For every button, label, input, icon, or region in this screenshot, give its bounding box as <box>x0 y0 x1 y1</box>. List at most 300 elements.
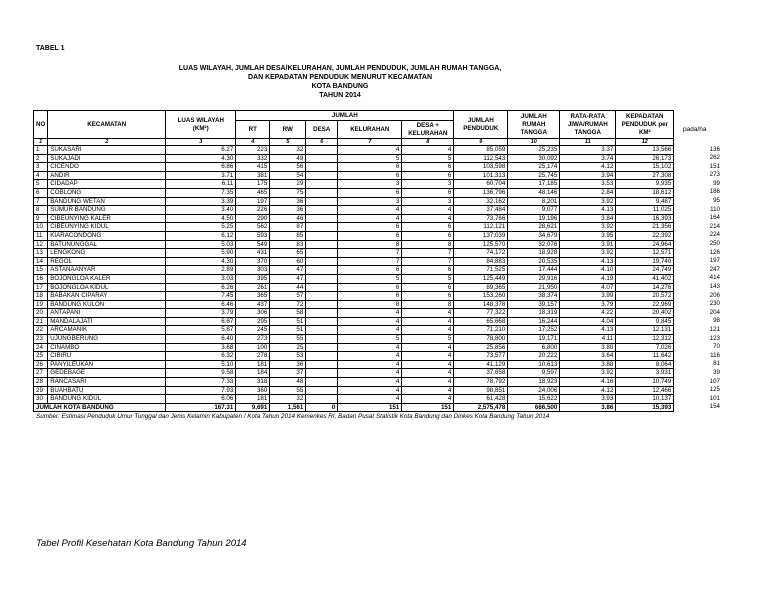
cell-kep: 27,308 <box>616 171 674 180</box>
cell-kel: 3 <box>338 180 402 189</box>
density-ha-total: 154 <box>709 403 720 411</box>
density-ha-value: 136 <box>709 145 720 153</box>
cell-rata: 4.16 <box>560 378 616 387</box>
cell-no: 15 <box>34 266 48 275</box>
density-ha-value: 125 <box>709 386 720 394</box>
density-ha-value: 126 <box>709 248 720 256</box>
cell-pend: 78,792 <box>454 378 508 387</box>
cell-kel: 5 <box>338 335 402 344</box>
cell-desa <box>306 386 338 395</box>
cell-name: BANDUNG KIDUL <box>48 395 166 404</box>
cell-rt: 593 <box>236 231 270 240</box>
cell-kep: 10,749 <box>616 378 674 387</box>
cell-rt2: 25,235 <box>508 146 560 155</box>
cell-rata: 3.37 <box>560 146 616 155</box>
cell-rw: 55 <box>270 386 306 395</box>
cell-rw: 85 <box>270 231 306 240</box>
cell-rata: 4.12 <box>560 386 616 395</box>
cell-rw: 57 <box>270 292 306 301</box>
cell-name: PANYILEUKAN <box>48 360 166 369</box>
cell-rt: 562 <box>236 223 270 232</box>
cell-pend: 41,129 <box>454 360 508 369</box>
table-row <box>34 369 674 378</box>
cell-rt2: 18,928 <box>508 249 560 258</box>
cell-rata: 3.92 <box>560 369 616 378</box>
table-row <box>34 257 674 266</box>
cell-luas: 7.33 <box>166 378 236 387</box>
cell-no: 25 <box>34 352 48 361</box>
cell-name: CINAMBO <box>48 343 166 352</box>
cell-rw: 44 <box>270 283 306 292</box>
header-rata-rata: RATA-RATA JIWA/RUMAH TANGGA <box>560 111 616 139</box>
cell-rt2: 19,171 <box>508 335 560 344</box>
cell-dk: 4 <box>402 395 454 404</box>
cell-kel: 3 <box>338 197 402 206</box>
cell-rt2: 15,622 <box>508 395 560 404</box>
density-ha-value: 151 <box>709 162 720 170</box>
density-ha-value: 214 <box>709 222 720 230</box>
density-ha-value: 250 <box>709 240 720 248</box>
index-cell: 11 <box>560 139 616 146</box>
cell-dk: 4 <box>402 326 454 335</box>
table-row <box>34 326 674 335</box>
cell-luas: 5.90 <box>166 249 236 258</box>
cell-luas: 6.12 <box>166 231 236 240</box>
cell-kep: 18,612 <box>616 188 674 197</box>
cell-name: ARCAMANIK <box>48 326 166 335</box>
density-ha-value: 414 <box>709 274 720 282</box>
cell-rt: 181 <box>236 395 270 404</box>
cell-dk: 4 <box>402 378 454 387</box>
table-row <box>34 317 674 326</box>
cell-no: 10 <box>34 223 48 232</box>
cell-rt2: 20,535 <box>508 257 560 266</box>
cell-kel: 4 <box>338 343 402 352</box>
cell-name: BUAHBATU <box>48 386 166 395</box>
cell-rw: 25 <box>270 343 306 352</box>
cell-pend: 136,796 <box>454 188 508 197</box>
cell-no: 5 <box>34 180 48 189</box>
cell-rata: 4.13 <box>560 326 616 335</box>
cell-kel: 4 <box>338 214 402 223</box>
cell-no: 8 <box>34 206 48 215</box>
cell-rw: 60 <box>270 257 306 266</box>
table-row <box>34 309 674 318</box>
cell-desa <box>306 309 338 318</box>
cell-kep: 24,964 <box>616 240 674 249</box>
cell-rw: 72 <box>270 300 306 309</box>
cell-luas: 3.68 <box>166 343 236 352</box>
cell-rata: 2.84 <box>560 188 616 197</box>
table-row <box>34 283 674 292</box>
cell-rt2: 21,950 <box>508 283 560 292</box>
cell-pend: 32,162 <box>454 197 508 206</box>
density-per-ha-column <box>680 146 720 412</box>
cell-luas: 7.45 <box>166 292 236 301</box>
table-row <box>34 378 674 387</box>
cell-rata: 3.95 <box>560 231 616 240</box>
cell-rata: 3.94 <box>560 171 616 180</box>
cell-no: 14 <box>34 257 48 266</box>
cell-luas: 6.26 <box>166 283 236 292</box>
cell-luas: 6.86 <box>166 163 236 172</box>
cell-name: COBLONG <box>48 188 166 197</box>
index-cell: 4 <box>236 139 270 146</box>
cell-no: 21 <box>34 317 48 326</box>
cell-luas: 6.06 <box>166 395 236 404</box>
index-cell: 10 <box>508 139 560 146</box>
cell-rw: 51 <box>270 326 306 335</box>
cell-rata: 3.92 <box>560 223 616 232</box>
header-kelurahan: KELURAHAN <box>338 121 402 139</box>
cell-name: MANDALAJATI <box>48 317 166 326</box>
cell-luas: 4.30 <box>166 154 236 163</box>
cell-desa <box>306 283 338 292</box>
cell-rt: 303 <box>236 266 270 275</box>
cell-name: BOJONGLOA KIDUL <box>48 283 166 292</box>
cell-dk: 7 <box>402 249 454 258</box>
cell-luas: 7.35 <box>166 188 236 197</box>
cell-dk: 8 <box>402 240 454 249</box>
cell-kel: 4 <box>338 369 402 378</box>
cell-rw: 55 <box>270 335 306 344</box>
cell-desa <box>306 378 338 387</box>
density-ha-value: 164 <box>709 214 720 222</box>
cell-desa <box>306 369 338 378</box>
header-rw: RW <box>270 121 306 139</box>
cell-rw: 58 <box>270 309 306 318</box>
title-line-3: KOTA BANDUNG <box>311 83 369 90</box>
cell-desa <box>306 335 338 344</box>
table-row <box>34 146 674 155</box>
cell-desa <box>306 146 338 155</box>
cell-name: KIARACONDONG <box>48 231 166 240</box>
cell-no: 2 <box>34 154 48 163</box>
density-ha-value: 116 <box>710 351 720 359</box>
cell-name: CIBEUNYING KALER <box>48 214 166 223</box>
cell-rt2: 32,076 <box>508 240 560 249</box>
cell-dk: 3 <box>402 197 454 206</box>
cell-rt2: 34,679 <box>508 231 560 240</box>
cell-kel: 4 <box>338 206 402 215</box>
total-label: JUMLAH KOTA BANDUNG <box>34 403 166 412</box>
cell-desa <box>306 352 338 361</box>
cell-dk: 3 <box>402 180 454 189</box>
density-ha-value: 110 <box>710 205 720 213</box>
cell-pend: 25,856 <box>454 343 508 352</box>
cell-rata: 3.88 <box>560 360 616 369</box>
cell-desa <box>306 292 338 301</box>
cell-luas: 5.10 <box>166 360 236 369</box>
density-ha-value: 197 <box>709 257 720 265</box>
cell-luas: 3.40 <box>166 206 236 215</box>
cell-rata: 3.92 <box>560 249 616 258</box>
cell-desa <box>306 360 338 369</box>
cell-rw: 53 <box>270 352 306 361</box>
table-heading <box>150 64 530 100</box>
cell-no: 13 <box>34 249 48 258</box>
total-dk: 151 <box>402 403 454 412</box>
cell-rt: 100 <box>236 343 270 352</box>
table-row <box>34 360 674 369</box>
cell-luas: 6.46 <box>166 300 236 309</box>
density-ha-value: 224 <box>709 231 720 239</box>
index-cell: 8 <box>402 139 454 146</box>
header-luas: LUAS WILAYAH (KM²) <box>166 111 236 139</box>
density-ha-value: 186 <box>709 188 720 196</box>
table-row <box>34 180 674 189</box>
cell-rata: 4.10 <box>560 266 616 275</box>
cell-pend: 153,260 <box>454 292 508 301</box>
cell-rt2: 16,244 <box>508 317 560 326</box>
cell-rt: 365 <box>236 292 270 301</box>
cell-rt2: 19,196 <box>508 214 560 223</box>
cell-name: RANCASARI <box>48 378 166 387</box>
cell-dk: 7 <box>402 257 454 266</box>
cell-no: 11 <box>34 231 48 240</box>
cell-kep: 12,312 <box>616 335 674 344</box>
cell-no: 19 <box>34 300 48 309</box>
cell-kel: 5 <box>338 274 402 283</box>
density-ha-value: 262 <box>709 154 720 162</box>
cell-kel: 4 <box>338 326 402 335</box>
table-row <box>34 335 674 344</box>
cell-no: 16 <box>34 274 48 283</box>
cell-desa <box>306 395 338 404</box>
cell-rt: 465 <box>236 188 270 197</box>
cell-pend: 73,766 <box>454 214 508 223</box>
cell-luas: 6.67 <box>166 317 236 326</box>
cell-rata: 4.19 <box>560 274 616 283</box>
cell-desa <box>306 257 338 266</box>
density-ha-value: 204 <box>709 308 720 316</box>
cell-rata: 3.80 <box>560 343 616 352</box>
cell-rt: 395 <box>236 274 270 283</box>
cell-dk: 4 <box>402 352 454 361</box>
cell-rata: 3.92 <box>560 197 616 206</box>
header-jumlah: JUMLAH <box>236 111 454 121</box>
cell-luas: 4.50 <box>166 214 236 223</box>
cell-desa <box>306 214 338 223</box>
cell-desa <box>306 317 338 326</box>
cell-desa <box>306 180 338 189</box>
cell-pend: 71,210 <box>454 326 508 335</box>
cell-kep: 20,402 <box>616 309 674 318</box>
cell-desa <box>306 188 338 197</box>
cell-rw: 51 <box>270 317 306 326</box>
density-ha-value: 101 <box>709 394 720 402</box>
cell-rt: 290 <box>236 214 270 223</box>
cell-rt2: 17,185 <box>508 180 560 189</box>
cell-rw: 29 <box>270 180 306 189</box>
title-line-1: LUAS WILAYAH, JUMLAH DESA/KELURAHAN, JUMLAH PENDUDUK, JUMLAH RUMAH TANGGA, <box>178 65 502 72</box>
cell-pend: 85,059 <box>454 146 508 155</box>
cell-rw: 49 <box>270 154 306 163</box>
total-rt: 9,691 <box>236 403 270 412</box>
cell-rt: 370 <box>236 257 270 266</box>
total-rt2: 666,500 <box>508 403 560 412</box>
cell-dk: 4 <box>402 146 454 155</box>
density-ha-value: 206 <box>709 291 720 299</box>
cell-desa <box>306 274 338 283</box>
cell-rt: 549 <box>236 240 270 249</box>
cell-name: BOJONGLOA KALER <box>48 274 166 283</box>
data-table <box>33 110 674 412</box>
cell-rt2: 17,444 <box>508 266 560 275</box>
cell-dk: 6 <box>402 231 454 240</box>
cell-rt: 278 <box>236 352 270 361</box>
cell-name: REGOL <box>48 257 166 266</box>
header-desa-kelurahan: DESA + KELURAHAN <box>402 121 454 139</box>
cell-luas: 6.27 <box>166 146 236 155</box>
cell-kep: 9,935 <box>616 180 674 189</box>
table-row <box>34 171 674 180</box>
cell-rata: 4.22 <box>560 309 616 318</box>
cell-kel: 4 <box>338 317 402 326</box>
title-line-4: TAHUN 2014 <box>319 92 361 99</box>
cell-name: CIDADAP <box>48 180 166 189</box>
cell-pend: 89,365 <box>454 283 508 292</box>
cell-rt: 415 <box>236 163 270 172</box>
cell-name: LENGKONG <box>48 249 166 258</box>
cell-rt2: 9,597 <box>508 369 560 378</box>
cell-desa <box>306 240 338 249</box>
table-row <box>34 274 674 283</box>
cell-no: 12 <box>34 240 48 249</box>
cell-kel: 4 <box>338 352 402 361</box>
table-row <box>34 163 674 172</box>
header-rt: RT <box>236 121 270 139</box>
density-ha-value: 230 <box>709 300 720 308</box>
cell-no: 1 <box>34 146 48 155</box>
cell-rw: 65 <box>270 249 306 258</box>
cell-rt2: 48,146 <box>508 188 560 197</box>
cell-desa <box>306 300 338 309</box>
cell-kel: 4 <box>338 395 402 404</box>
cell-pend: 137,039 <box>454 231 508 240</box>
cell-dk: 8 <box>402 300 454 309</box>
cell-kel: 4 <box>338 378 402 387</box>
cell-desa <box>306 197 338 206</box>
cell-rata: 3.53 <box>560 180 616 189</box>
cell-kep: 41,402 <box>616 274 674 283</box>
cell-no: 23 <box>34 335 48 344</box>
pada-ha-label: pada/ha <box>683 126 707 133</box>
index-cell: 5 <box>270 139 306 146</box>
cell-name: BANDUNG KULON <box>48 300 166 309</box>
density-ha-value: 70 <box>713 343 720 351</box>
header-kecamatan: KECAMATAN <box>48 111 166 139</box>
cell-rata: 4.11 <box>560 335 616 344</box>
table-row <box>34 188 674 197</box>
cell-pend: 73,577 <box>454 352 508 361</box>
cell-rw: 87 <box>270 223 306 232</box>
cell-luas: 6.32 <box>166 352 236 361</box>
footer-caption: Tabel Profil Kesehatan Kota Bandung Tahun 2014 <box>36 538 247 549</box>
cell-rt2: 10,613 <box>508 360 560 369</box>
cell-no: 17 <box>34 283 48 292</box>
cell-name: CICENDO <box>48 163 166 172</box>
density-ha-value: 143 <box>709 283 720 290</box>
cell-kep: 19,740 <box>616 257 674 266</box>
cell-pend: 74,172 <box>454 249 508 258</box>
cell-no: 3 <box>34 163 48 172</box>
cell-pend: 71,525 <box>454 266 508 275</box>
cell-luas: 3.79 <box>166 309 236 318</box>
cell-rw: 32 <box>270 146 306 155</box>
cell-luas: 2.89 <box>166 266 236 275</box>
cell-pend: 60,704 <box>454 180 508 189</box>
cell-rt2: 6,800 <box>508 343 560 352</box>
cell-luas: 3.39 <box>166 197 236 206</box>
cell-kel: 7 <box>338 257 402 266</box>
density-ha-value: 81 <box>713 360 720 368</box>
cell-dk: 4 <box>402 214 454 223</box>
cell-dk: 6 <box>402 188 454 197</box>
source-note: Sumber: Estimasi Penduduk Umur Tunggal dan Jenis Kelamin Kabupaten / Kota Tahun 2014 Kemenkes RI, Badan Pusat Statistik Kota Bandung dan Dinkes Kota Bandung Tahun 2014 <box>36 413 550 421</box>
cell-dk: 6 <box>402 163 454 172</box>
cell-rt2: 25,745 <box>508 171 560 180</box>
cell-rt2: 20,222 <box>508 352 560 361</box>
table-label: TABEL 1 <box>36 45 65 52</box>
cell-kep: 8,064 <box>616 360 674 369</box>
cell-no: 27 <box>34 369 48 378</box>
cell-kep: 10,137 <box>616 395 674 404</box>
cell-kel: 6 <box>338 223 402 232</box>
cell-luas: 3.03 <box>166 274 236 283</box>
table-row <box>34 154 674 163</box>
cell-rw: 54 <box>270 171 306 180</box>
cell-no: 20 <box>34 309 48 318</box>
cell-kel: 8 <box>338 300 402 309</box>
table-row <box>34 249 674 258</box>
cell-desa <box>306 231 338 240</box>
cell-luas: 5.25 <box>166 223 236 232</box>
table-row <box>34 223 674 232</box>
cell-luas: 5.87 <box>166 326 236 335</box>
cell-desa <box>306 171 338 180</box>
cell-pend: 125,570 <box>454 240 508 249</box>
cell-pend: 37,484 <box>454 206 508 215</box>
cell-kep: 3,931 <box>616 369 674 378</box>
cell-luas: 5.03 <box>166 240 236 249</box>
cell-no: 9 <box>34 214 48 223</box>
total-kep: 15,393 <box>616 403 674 412</box>
cell-dk: 4 <box>402 369 454 378</box>
cell-kep: 20,572 <box>616 292 674 301</box>
cell-rata: 4.12 <box>560 163 616 172</box>
cell-desa <box>306 206 338 215</box>
cell-pend: 112,543 <box>454 154 508 163</box>
cell-rata: 3.93 <box>560 395 616 404</box>
cell-kel: 6 <box>338 163 402 172</box>
cell-kep: 22,392 <box>616 231 674 240</box>
density-ha-value: 273 <box>709 171 720 179</box>
cell-rt: 437 <box>236 300 270 309</box>
cell-no: 28 <box>34 378 48 387</box>
cell-name: CIBEUNYING KIDUL <box>48 223 166 232</box>
cell-rata: 3.84 <box>560 214 616 223</box>
cell-desa <box>306 154 338 163</box>
cell-kep: 15,102 <box>616 163 674 172</box>
cell-rw: 47 <box>270 266 306 275</box>
title-line-2: DAN KEPADATAN PENDUDUK MENURUT KECAMATAN <box>247 74 433 81</box>
cell-rata: 4.13 <box>560 206 616 215</box>
cell-name: GEDEBAGE <box>48 369 166 378</box>
cell-rt: 223 <box>236 146 270 155</box>
cell-pend: 65,668 <box>454 317 508 326</box>
header-penduduk: JUMLAH PENDUDUK <box>454 111 508 139</box>
